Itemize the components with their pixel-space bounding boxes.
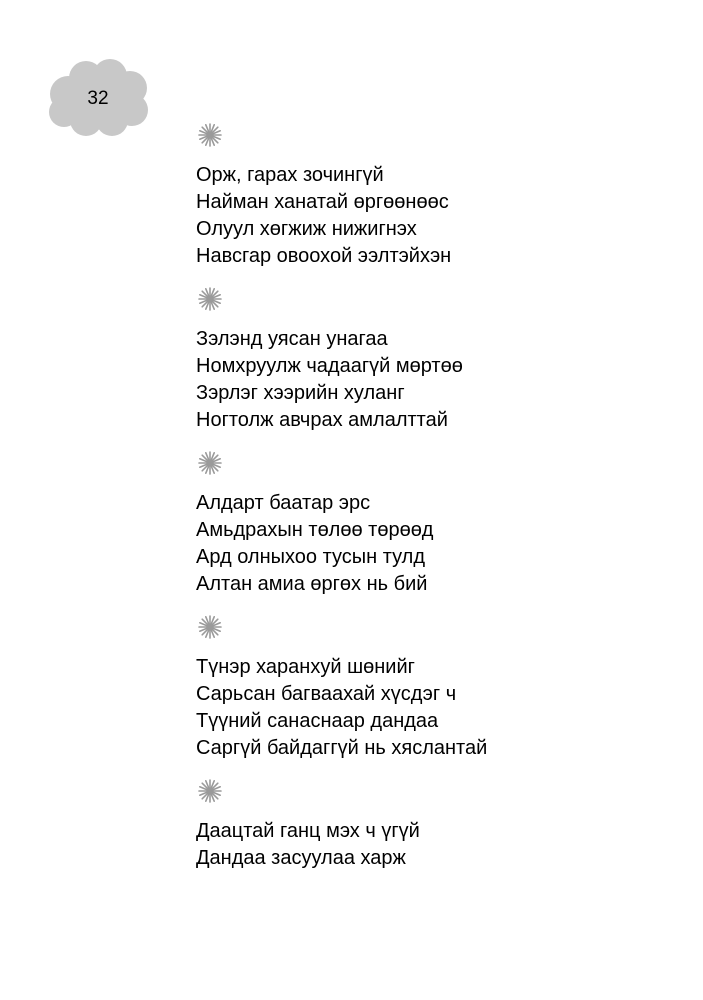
poem-line: Сарьсан багваахай хүсдэг ч xyxy=(196,683,457,705)
poem-line: Номхруулж чадаагүй мөртөө xyxy=(196,355,463,377)
asterisk-star-icon xyxy=(197,778,223,804)
asterisk-star-icon xyxy=(197,614,223,640)
poem-line: Түүний санаснаар дандаа xyxy=(196,710,439,732)
poem-line: Алтан амиа өргөх нь бий xyxy=(196,573,428,595)
page-number-cloud xyxy=(46,58,150,138)
poem-line: Амьдрахын төлөө төрөөд xyxy=(196,519,434,541)
poem-line: Зэрлэг хээрийн хуланг xyxy=(196,382,405,404)
poem-line: Зэлэнд уясан унагаа xyxy=(196,328,388,350)
stanza-4 xyxy=(196,614,676,762)
poem-line: Ард олныхоо тусын тулд xyxy=(196,546,426,568)
asterisk-star-icon xyxy=(197,122,223,148)
poem-line: Саргүй байдаггүй нь хяслантай xyxy=(196,737,488,759)
stanza-1 xyxy=(196,122,676,270)
asterisk-star-icon xyxy=(197,286,223,312)
poem-line: Алдарт баатар эрс xyxy=(196,492,371,514)
stanza-2 xyxy=(196,286,676,434)
poem-line: Даацтай ганц мэх ч үгүй xyxy=(196,820,420,842)
page-number: 32 xyxy=(87,88,109,109)
poem xyxy=(196,122,676,872)
poem-line: Түнэр харанхуй шөнийг xyxy=(196,656,415,678)
stanza-3 xyxy=(196,450,676,598)
poem-line: Олуул хөгжиж нижигнэх xyxy=(196,218,417,240)
asterisk-star-icon xyxy=(197,450,223,476)
poem-line: Найман ханатай өргөөнөөс xyxy=(196,191,449,213)
poem-line: Ногтолж авчрах амлалттай xyxy=(196,409,448,431)
stanza-5 xyxy=(196,778,676,872)
poem-line: Дандаа засуулаа харж xyxy=(196,847,406,869)
poem-line: Навсгар овоохой ээлтэйхэн xyxy=(196,245,452,267)
poem-line: Орж, гарах зочингүй xyxy=(196,164,384,186)
